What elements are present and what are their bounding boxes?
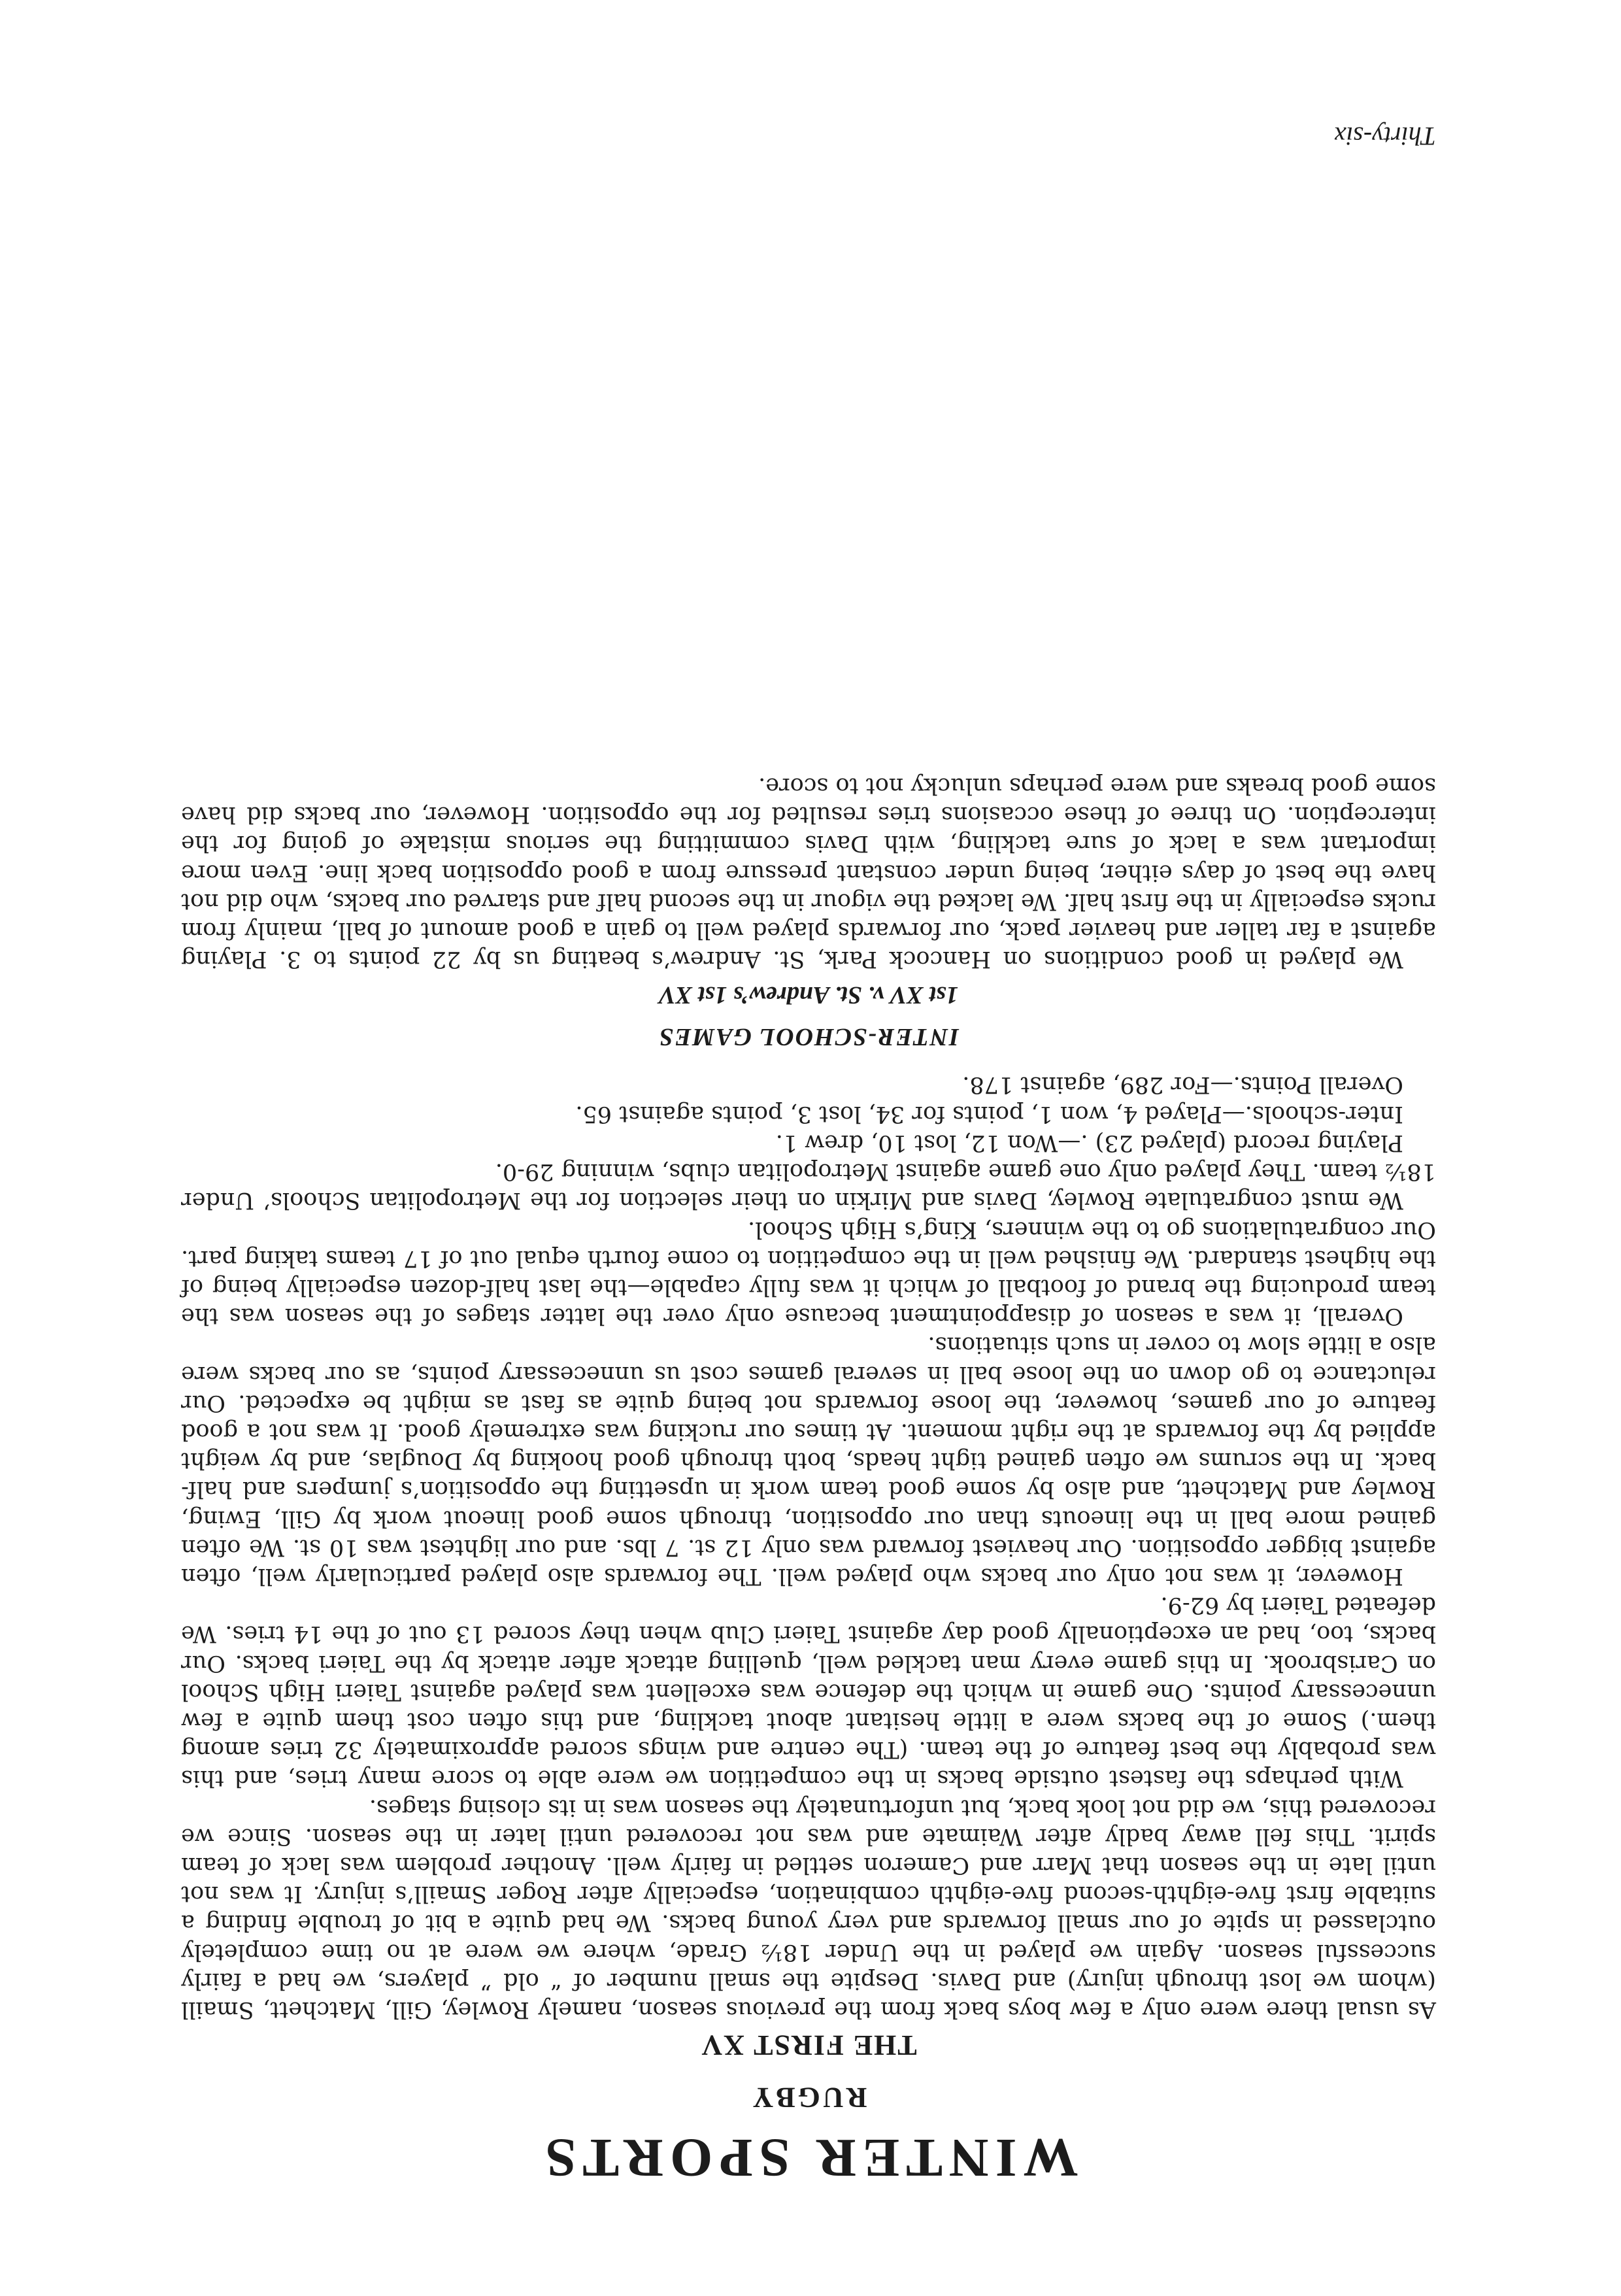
page-number: Thirty-six: [1334, 122, 1436, 151]
paragraph-overall: Overall, it was a season of disappointment because only over the latter stages of the season was the team producing the brand of football of which it was fully capable—the last half-dozen especially being of the highest standard. We finished well in the competition to come fourth equal out of 17 teams taking part. Our congratulations go to the winners, King’s High School.: [181, 1216, 1436, 1330]
section-heading: THE FIRST XV: [700, 2029, 917, 2061]
match-report: We played in good conditions on Hancock Park, St. Andrew’s beating us by 22 points to 3. Playing against a far taller and heavier pack, our forwards played well to gain a good amount of ball, mainly from rucks especially in the first half. We lacked the vigour in the second half and starved our backs, who did not have the best of days either, being under constant pressure from a good opposition back line. Even more important was a lack of sure tackling, with Davis committing the serious mistake of going for the interception. On three of these occasions tries resulted for the opposition. However, our backs did have some good breaks and were perhaps unlucky not to score.: [181, 773, 1436, 973]
season-stats: [181, 1070, 1436, 1157]
paragraph-backs: With perhaps the fastest outside backs in the competition we were able to score many tries, and this was probably the best feature of the team. (The centre and wings scored approximately 32 tries among them.) Some of the backs were a little hesitant about tackling, and this often cost them quite a few unnecessary points. One game in which the defence was excellent was played against Taieri High School on Carisbrook. In this game every man tackled well, quelling attack after attack by the Taieri backs. Our backs, too, had an exceptionally good day against Taieri Club when they scored 13 out of the 14 tries. We defeated Taieri by 62-9.: [181, 1592, 1436, 1792]
stat-inter-schools: Inter-schools.—Played 4, won 1, points for 34, lost 3, points against 65.: [575, 1100, 1403, 1127]
inter-school-heading: INTER-SCHOOL GAMES: [658, 1023, 960, 1051]
section-subtitle: RUGBY: [750, 2082, 867, 2114]
article-body: [181, 1157, 1436, 2024]
page-title: WINTER SPORTS: [539, 2127, 1078, 2188]
paragraph-selection: We must congratulate Rowley, Davis and Mirkin on their selection for the Metropolitan Schools’ Under 18½ team. They played only one game against Metropolitan clubs, winning 29-0.: [181, 1158, 1436, 1214]
stat-overall-points: Overall Points.—For 289, against 178.: [962, 1072, 1403, 1098]
paragraph-intro: As usual there were only a few boys back from the previous season, namely Rowley, Gill, Matchett, Smaill (whom we lost through injury) and Davis. Despite the small number of “ old ” players, we had a fairly successful season. Again we played in the Under 18½ Grade, where we were at no time completely outclassed in spite of our small forwards and very young backs. We had quite a bit of trouble finding a suitable first five-eighth-second five-eighth combination, especially after Roger Smaill’s injury. It was not until late in the season that Marr and Cameron settled in fairly well. Another problem was lack of team spirit. This fell away badly after Waimate and was not recovered until later in the season. Since we recovered this, we did not look back, but unfortunately the season was in its closing stages.: [181, 1794, 1436, 2023]
match-heading: 1st XV v. St. Andrew’s 1st XV: [658, 981, 959, 1009]
stat-playing-record: Playing record (played 23) .—Won 12, lost 10, drew 1.: [775, 1129, 1403, 1156]
page-content: [181, 771, 1436, 2188]
paragraph-forwards: However, it was not only our backs who played well. The forwards also played particularly well, often against bigger opposition. Our heaviest forward was only 12 st. 7 lbs. and our lightest was 10 st. We often gained more ball in the lineouts than our opposition, through some good lineout work by Gill, Ewing, Rowley and Matchett, and also by some good team work in upsetting the opposition’s jumpers and half-back. In the scrums we often gained tight heads, both through good hooking by Douglas, and by weight applied by the forwards at the right moment. At times our rucking was extremely good. It was not a good feature of our games, however, the loose forwards not being quite as fast as might be expected. Our reluctance to go down on the loose ball in several games cost us unnecessary points, as our backs were also a little slow to cover in such situations.: [181, 1332, 1436, 1589]
